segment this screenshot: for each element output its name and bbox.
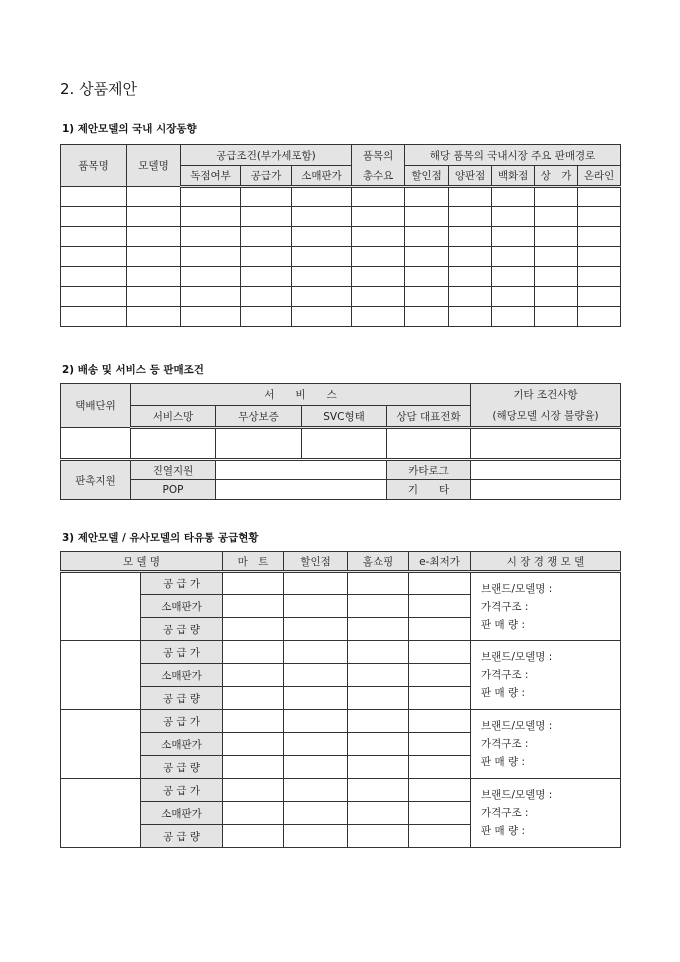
input-cell[interactable] — [578, 267, 621, 287]
input-cell[interactable] — [352, 267, 405, 287]
input-cell[interactable] — [127, 187, 181, 207]
input-cell[interactable] — [409, 779, 471, 802]
input-cell[interactable] — [223, 756, 284, 779]
input-cell[interactable] — [127, 267, 181, 287]
competitor-field-label: 판 매 량 : — [481, 687, 525, 699]
table-row — [61, 710, 621, 733]
input-cell[interactable] — [127, 287, 181, 307]
input-cell[interactable] — [535, 207, 578, 227]
input-cell[interactable] — [241, 227, 292, 247]
header-cell: 서 비 스 — [131, 384, 471, 406]
input-cell[interactable] — [181, 307, 241, 327]
input-cell[interactable] — [216, 480, 387, 500]
table-row — [61, 207, 621, 227]
input-cell[interactable] — [348, 687, 409, 710]
input-cell[interactable] — [405, 307, 449, 327]
input-cell[interactable] — [223, 641, 284, 664]
header-cell: 공급조건(부가세포함) — [181, 145, 352, 166]
input-cell[interactable] — [348, 572, 409, 595]
input-cell[interactable] — [535, 227, 578, 247]
input-cell[interactable] — [409, 687, 471, 710]
input-cell[interactable] — [292, 307, 352, 327]
header-cell: (해당모델 시장 불량율) — [471, 406, 621, 428]
header-cell: e-최저가 — [409, 552, 471, 572]
input-cell[interactable] — [127, 247, 181, 267]
input-cell[interactable] — [223, 733, 284, 756]
input-cell[interactable] — [292, 187, 352, 207]
header-cell: 할인점 — [405, 166, 449, 187]
input-cell[interactable] — [348, 802, 409, 825]
row-label: 공 급 가 — [141, 641, 223, 664]
input-cell[interactable] — [348, 779, 409, 802]
input-cell[interactable] — [409, 802, 471, 825]
header-cell: 마 트 — [223, 552, 284, 572]
input-cell[interactable] — [284, 825, 348, 848]
model-name-cell[interactable] — [61, 641, 141, 710]
header-cell: 해당 품목의 국내시장 주요 판매경로 — [405, 145, 621, 166]
input-cell[interactable] — [449, 307, 492, 327]
table-row — [61, 641, 621, 664]
input-cell[interactable] — [284, 641, 348, 664]
input-cell[interactable] — [284, 779, 348, 802]
header-cell: 모델명 — [127, 145, 181, 187]
input-cell[interactable] — [127, 207, 181, 227]
model-name-cell[interactable] — [61, 779, 141, 848]
input-cell[interactable] — [241, 307, 292, 327]
input-cell[interactable] — [535, 287, 578, 307]
input-cell[interactable] — [471, 428, 621, 460]
header-cell: 홈쇼핑 — [348, 552, 409, 572]
input-cell[interactable] — [216, 428, 302, 460]
competitor-field-label: 브랜드/모델명 : — [481, 720, 553, 732]
row-label: 공 급 가 — [141, 779, 223, 802]
input-cell[interactable] — [409, 710, 471, 733]
input-cell[interactable] — [352, 287, 405, 307]
input-cell[interactable] — [535, 187, 578, 207]
input-cell[interactable] — [181, 247, 241, 267]
input-cell[interactable] — [535, 307, 578, 327]
input-cell[interactable] — [61, 227, 127, 247]
row-label: 기 타 — [387, 480, 471, 500]
input-cell[interactable] — [348, 710, 409, 733]
input-cell[interactable] — [578, 207, 621, 227]
input-cell[interactable] — [449, 227, 492, 247]
competitor-cell[interactable] — [471, 779, 621, 848]
input-cell[interactable] — [409, 756, 471, 779]
input-cell[interactable] — [449, 207, 492, 227]
input-cell[interactable] — [492, 187, 535, 207]
input-cell[interactable] — [61, 247, 127, 267]
header-cell: 백화점 — [492, 166, 535, 187]
input-cell[interactable] — [409, 664, 471, 687]
input-cell[interactable] — [492, 227, 535, 247]
input-cell[interactable] — [223, 595, 284, 618]
input-cell[interactable] — [241, 287, 292, 307]
row-label: 공 급 량 — [141, 825, 223, 848]
input-cell[interactable] — [223, 825, 284, 848]
input-cell[interactable] — [449, 287, 492, 307]
input-cell[interactable] — [405, 287, 449, 307]
input-cell[interactable] — [352, 247, 405, 267]
promo-label: 판촉지원 — [61, 460, 131, 500]
input-cell[interactable] — [578, 247, 621, 267]
input-cell[interactable] — [471, 460, 621, 480]
input-cell[interactable] — [348, 664, 409, 687]
header-cell: 소매판가 — [292, 166, 352, 187]
competitor-field-label: 판 매 량 : — [481, 825, 525, 837]
header-cell: 공급가 — [241, 166, 292, 187]
market-trend-table — [60, 144, 621, 327]
input-cell[interactable] — [223, 618, 284, 641]
input-cell[interactable] — [352, 187, 405, 207]
input-cell[interactable] — [352, 307, 405, 327]
table-row — [61, 307, 621, 327]
header-cell: 상 가 — [535, 166, 578, 187]
input-cell[interactable] — [181, 187, 241, 207]
input-cell[interactable] — [387, 428, 471, 460]
input-cell[interactable] — [127, 227, 181, 247]
input-cell[interactable] — [284, 756, 348, 779]
input-cell[interactable] — [409, 733, 471, 756]
input-cell[interactable] — [284, 595, 348, 618]
input-cell[interactable] — [348, 618, 409, 641]
input-cell[interactable] — [223, 664, 284, 687]
input-cell[interactable] — [348, 756, 409, 779]
input-cell[interactable] — [449, 267, 492, 287]
input-cell[interactable] — [127, 307, 181, 327]
input-cell[interactable] — [223, 687, 284, 710]
input-cell[interactable] — [292, 247, 352, 267]
input-cell[interactable] — [181, 207, 241, 227]
input-cell[interactable] — [181, 287, 241, 307]
input-cell[interactable] — [223, 802, 284, 825]
competitor-field-label: 가격구조 : — [481, 807, 529, 819]
competitor-field-label: 가격구조 : — [481, 738, 529, 750]
input-cell[interactable] — [492, 287, 535, 307]
table-row — [61, 247, 621, 267]
input-cell[interactable] — [292, 267, 352, 287]
input-cell[interactable] — [409, 641, 471, 664]
competitor-field-label: 브랜드/모델명 : — [481, 789, 553, 801]
input-cell[interactable] — [405, 267, 449, 287]
competitor-field-label: 가격구조 : — [481, 669, 529, 681]
input-cell[interactable] — [405, 187, 449, 207]
input-cell[interactable] — [241, 187, 292, 207]
competitor-field-label: 브랜드/모델명 : — [481, 651, 553, 663]
header-cell: 상담 대표전화 — [387, 406, 471, 428]
input-cell[interactable] — [181, 227, 241, 247]
page-title: 2. 상품제안 — [60, 80, 138, 98]
input-cell[interactable] — [348, 733, 409, 756]
header-cell: SVC형태 — [302, 406, 387, 428]
input-cell[interactable] — [471, 480, 621, 500]
row-label: 소매판가 — [141, 802, 223, 825]
input-cell[interactable] — [405, 247, 449, 267]
header-cell: 품목명 — [61, 145, 127, 187]
input-cell[interactable] — [292, 227, 352, 247]
input-cell[interactable] — [284, 572, 348, 595]
input-cell[interactable] — [535, 247, 578, 267]
row-label: 공 급 가 — [141, 572, 223, 595]
input-cell[interactable] — [223, 710, 284, 733]
input-cell[interactable] — [284, 664, 348, 687]
model-name-cell[interactable] — [61, 710, 141, 779]
input-cell[interactable] — [348, 595, 409, 618]
row-label: 공 급 량 — [141, 687, 223, 710]
competitor-field-label: 가격구조 : — [481, 600, 529, 613]
input-cell[interactable] — [578, 227, 621, 247]
supply-status-table — [60, 551, 621, 848]
input-cell[interactable] — [181, 267, 241, 287]
row-label: POP — [131, 480, 216, 500]
input-cell[interactable] — [352, 207, 405, 227]
input-cell[interactable] — [223, 572, 284, 595]
table-row — [61, 187, 621, 207]
section-2-title: 2) 배송 및 서비스 등 판매조건 — [62, 364, 204, 376]
input-cell[interactable] — [302, 428, 387, 460]
header-cell: 택배단위 — [61, 384, 131, 428]
input-cell[interactable] — [492, 247, 535, 267]
header-cell: 온라인 — [578, 166, 621, 187]
header-cell: 모 델 명 — [61, 552, 223, 572]
input-cell[interactable] — [492, 307, 535, 327]
input-cell[interactable] — [61, 267, 127, 287]
input-cell[interactable] — [216, 460, 387, 480]
input-cell[interactable] — [348, 825, 409, 848]
input-cell[interactable] — [535, 267, 578, 287]
sales-conditions-table — [60, 383, 621, 500]
section-1-title: 1) 제안모델의 국내 시장동향 — [62, 123, 197, 135]
table-row — [61, 287, 621, 307]
input-cell[interactable] — [449, 187, 492, 207]
input-cell[interactable] — [61, 428, 131, 460]
competitor-field-label: 판 매 량 : — [481, 756, 525, 768]
header-cell: 기타 조건사항 — [471, 384, 621, 406]
input-cell[interactable] — [292, 207, 352, 227]
input-cell[interactable] — [61, 307, 127, 327]
input-cell[interactable] — [492, 207, 535, 227]
input-cell[interactable] — [241, 267, 292, 287]
header-cell: 독점여부 — [181, 166, 241, 187]
input-cell[interactable] — [352, 227, 405, 247]
input-cell[interactable] — [284, 710, 348, 733]
row-label: 소매판가 — [141, 595, 223, 618]
input-cell[interactable] — [223, 779, 284, 802]
input-cell[interactable] — [409, 572, 471, 595]
competitor-field-label: 브랜드/모델명 : — [481, 582, 553, 595]
competitor-cell[interactable] — [471, 641, 621, 710]
input-cell[interactable] — [284, 618, 348, 641]
header-cell: 서비스망 — [131, 406, 216, 428]
header-cell: 총수요 — [352, 166, 405, 187]
input-cell[interactable] — [284, 733, 348, 756]
input-cell[interactable] — [284, 687, 348, 710]
row-label: 공 급 량 — [141, 618, 223, 641]
input-cell[interactable] — [284, 802, 348, 825]
header-cell: 양판점 — [449, 166, 492, 187]
input-cell[interactable] — [348, 641, 409, 664]
input-cell[interactable] — [405, 207, 449, 227]
section-3-title: 3) 제안모델 / 유사모델의 타유통 공급현황 — [62, 532, 259, 544]
table-row — [61, 572, 621, 595]
row-label: 공 급 가 — [141, 710, 223, 733]
input-cell[interactable] — [449, 247, 492, 267]
row-label: 공 급 량 — [141, 756, 223, 779]
input-cell[interactable] — [61, 207, 127, 227]
input-cell[interactable] — [61, 187, 127, 207]
input-cell[interactable] — [241, 207, 292, 227]
row-label: 진열지원 — [131, 460, 216, 480]
table-row — [61, 779, 621, 802]
header-cell: 무상보증 — [216, 406, 302, 428]
competitor-cell[interactable] — [471, 572, 621, 641]
competitor-field-label: 판 매 량 : — [481, 618, 525, 631]
input-cell[interactable] — [409, 825, 471, 848]
input-cell[interactable] — [492, 267, 535, 287]
input-cell[interactable] — [578, 187, 621, 207]
competitor-cell[interactable] — [471, 710, 621, 779]
header-cell: 할인점 — [284, 552, 348, 572]
input-cell[interactable] — [61, 287, 127, 307]
table-row — [61, 267, 621, 287]
input-cell[interactable] — [405, 227, 449, 247]
header-cell: 시 장 경 쟁 모 델 — [471, 552, 621, 572]
model-name-cell[interactable] — [61, 572, 141, 641]
row-label: 소매판가 — [141, 733, 223, 756]
input-cell[interactable] — [241, 247, 292, 267]
row-label: 소매판가 — [141, 664, 223, 687]
input-cell[interactable] — [409, 618, 471, 641]
header-cell: 품목의 — [352, 145, 405, 166]
input-cell[interactable] — [131, 428, 216, 460]
input-cell[interactable] — [409, 595, 471, 618]
input-cell[interactable] — [578, 287, 621, 307]
input-cell[interactable] — [292, 287, 352, 307]
input-cell[interactable] — [578, 307, 621, 327]
table-row — [61, 227, 621, 247]
row-label: 카타로그 — [387, 460, 471, 480]
